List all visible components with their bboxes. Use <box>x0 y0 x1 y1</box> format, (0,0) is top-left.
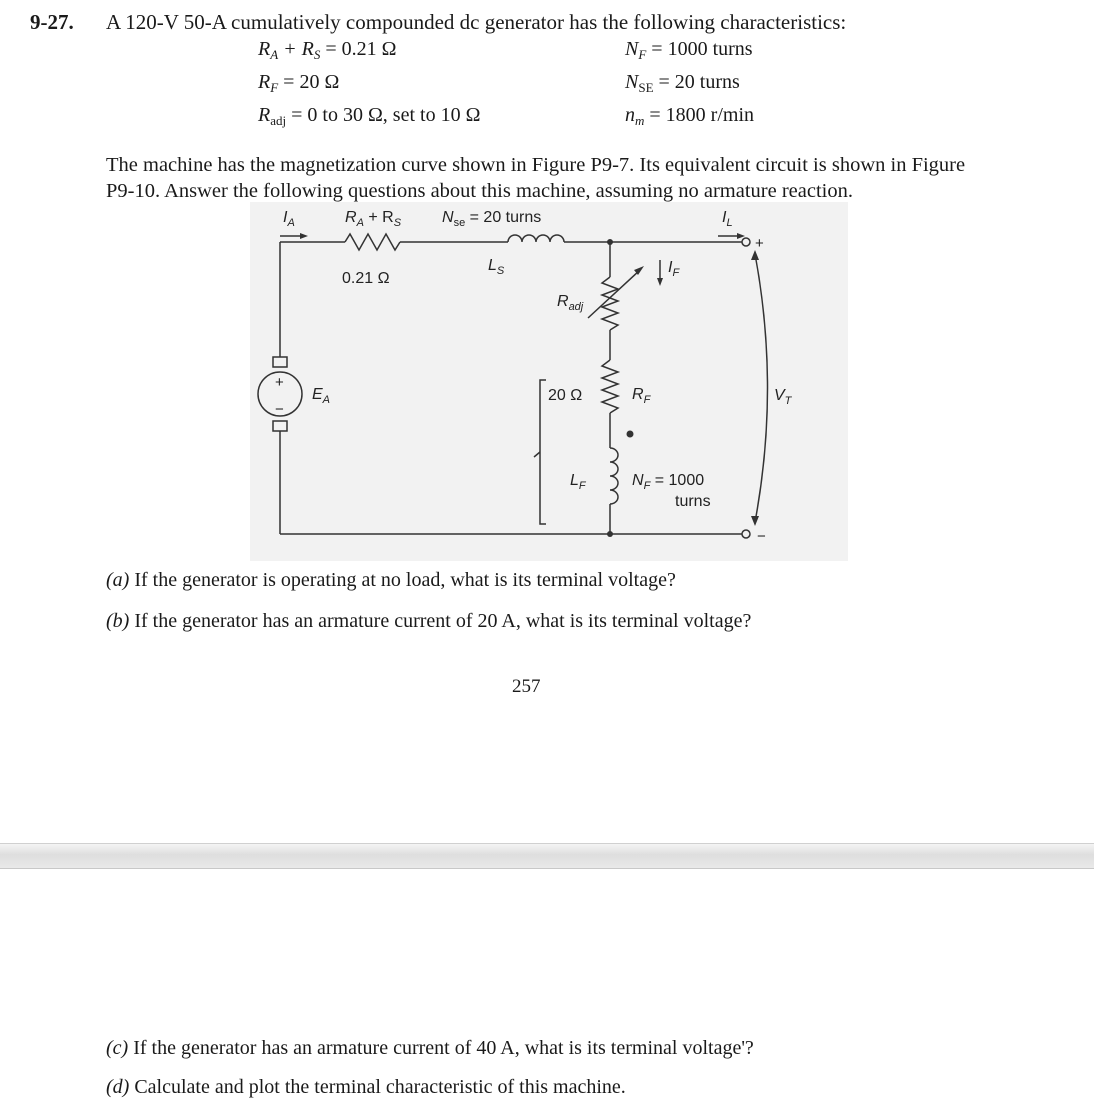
label-ls: $L_S$ <box>488 257 505 277</box>
label-ra-rs: $R_A + R_S$ <box>345 209 402 229</box>
label-ra-value: 0.21 Ω <box>342 270 390 287</box>
spec-ra-rs: $R_A + R_S = 0.21$ Ω <box>258 38 397 62</box>
field-inductor <box>610 448 618 504</box>
page-divider <box>0 843 1094 869</box>
label-rf-value: 20 Ω <box>548 387 583 404</box>
label-il: $I_L$ <box>722 209 733 229</box>
circuit-diagram <box>250 202 848 561</box>
label-rf: $R_F$ <box>632 386 651 406</box>
question-a: (a) If the generator is operating at no load, what is its terminal voltage? <box>106 569 676 591</box>
problem-title: A 120-V 50-A cumulatively compounded dc generator has the following characteristics: <box>106 10 847 34</box>
circuit-figure <box>250 202 848 561</box>
field-resistor <box>602 360 618 413</box>
page-number: 257 <box>512 676 541 697</box>
label-if: $I_F$ <box>668 259 680 279</box>
spec-rf: $R_F = 20$ Ω <box>258 71 340 95</box>
series-inductor <box>508 235 564 242</box>
description-paragraph <box>106 152 965 204</box>
label-nf: $N_F = 1000$ <box>632 472 705 492</box>
question-c: (c) If the generator has an armature current of 40 A, what is its terminal voltage'? <box>106 1037 754 1059</box>
label-ia: $I_A$ <box>283 209 295 229</box>
terminal-minus-sign: − <box>757 528 766 545</box>
spec-radj: $R_{adj} = 0$ to 30 Ω, set to 10 Ω <box>258 104 481 128</box>
problem-number: 9-27. <box>30 10 74 34</box>
positive-terminal <box>742 238 750 246</box>
spec-nse: $N_{SE} = 20$ turns <box>625 71 740 95</box>
negative-terminal <box>742 530 750 538</box>
label-nf-turns: turns <box>675 493 711 510</box>
series-resistor <box>345 234 400 250</box>
paragraph-line-1: The machine has the magnetization curve shown in Figure P9-7. Its equivalent circuit is shown in Figure <box>106 154 966 176</box>
armature-minus-sign: − <box>275 401 284 418</box>
label-radj: $R_{adj}$ <box>557 293 584 313</box>
question-d: (d) Calculate and plot the terminal characteristic of this machine. <box>106 1076 626 1098</box>
question-b: (b) If the generator has an armature current of 20 A, what is its terminal voltage? <box>106 610 752 632</box>
label-ea: $E_A$ <box>312 386 331 406</box>
paragraph-line-2: P9-10. Answer the following questions about this machine, assuming no armature reaction. <box>106 180 853 202</box>
terminal-plus-sign: + <box>755 235 764 252</box>
polarity-dot <box>627 431 634 438</box>
label-nse: $N_{se} = 20$ turns <box>442 209 542 229</box>
label-lf: $L_F$ <box>570 472 586 492</box>
spec-nm: $n_m = 1800$ r/min <box>625 104 754 128</box>
label-vt: $V_T$ <box>774 387 792 407</box>
armature-plus-sign: + <box>275 374 284 391</box>
spec-nf: $N_F = 1000$ turns <box>625 38 753 62</box>
